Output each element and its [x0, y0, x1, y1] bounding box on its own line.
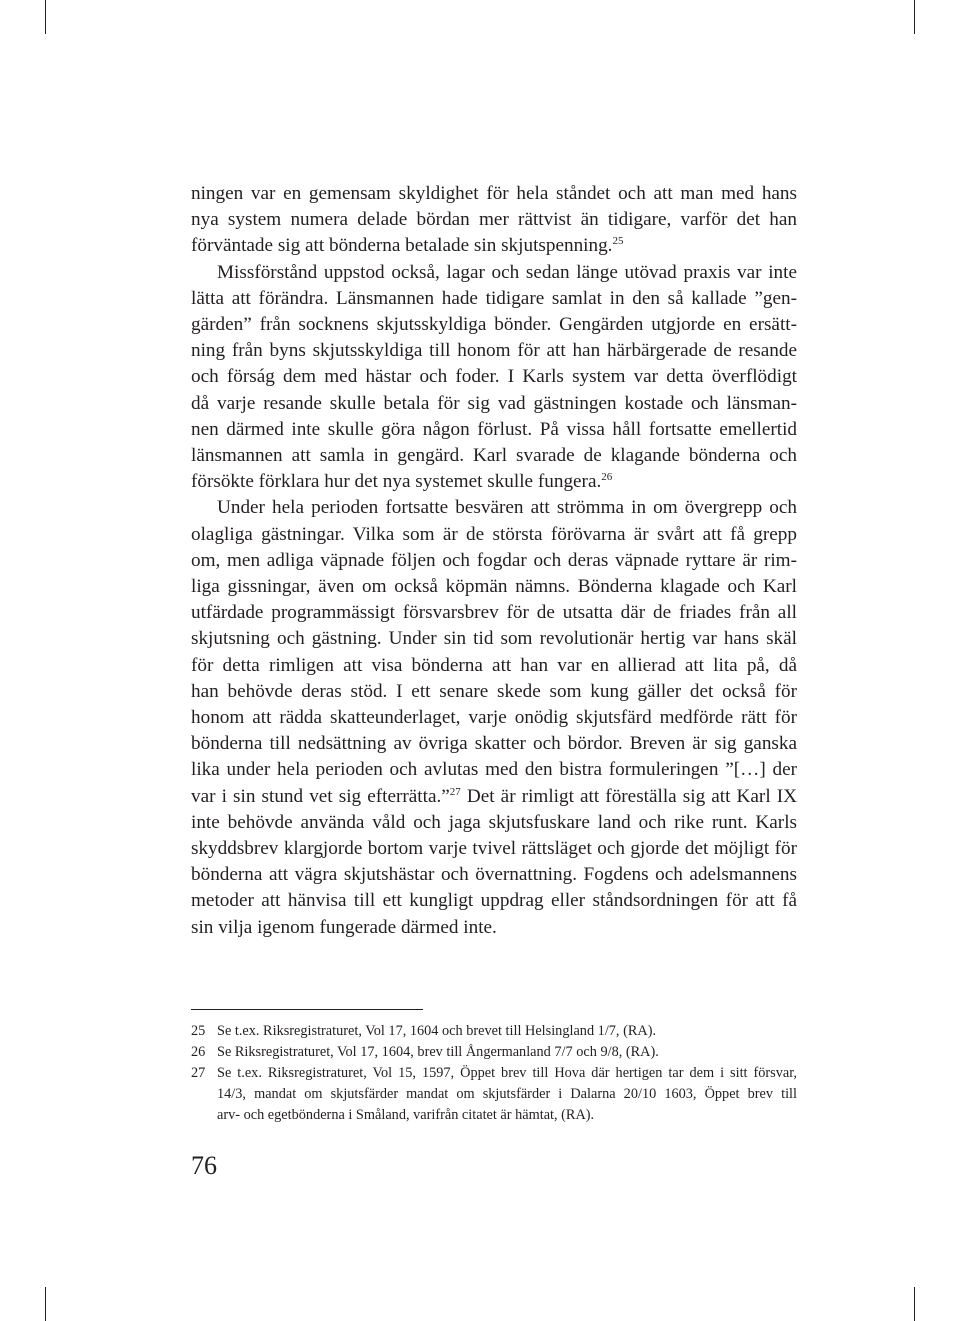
text-line: var i sin stund vet sig efterrätta.”$^{27}$ Det är rimligt att föreställa sig att Karl IX [191, 785, 797, 807]
footnote-line: 14/3, mandat om skjutsfärder mandat om skjutsfärder i Dalarna 20/10 1603, Öppet brev till [217, 1086, 797, 1102]
text-line: liga gissningar, även om också köpmän nämns. Bönderna klagade och Karl [191, 576, 797, 598]
footnote [191, 1063, 797, 1126]
text-line: länsmannen att samla in gengärd. Karl svarade de klagande bönderna och [191, 445, 797, 467]
text-line: han behövde deras stöd. I ett senare skede som kung gäller det också för [191, 680, 797, 702]
text-line: försökte förklara hur det nya systemet skulle fungera.$^{26}$ [191, 471, 613, 493]
text-line: skjutsning och gästning. Under sin tid som revolutionär hertig var hans skäl [191, 628, 797, 650]
text-line: ning från byns skjutsskyldiga till honom för att han härbärgerade de resande [191, 340, 797, 362]
text-line: gärden” från socknens skjutsskyldiga bönder. Gengärden utgjorde en ersätt- [191, 314, 797, 336]
text-line: lätta att förändra. Länsmannen hade tidigare samlat in den så kallade ”gen- [191, 287, 797, 309]
footnote-line: Se t.ex. Riksregistraturet, Vol 17, 1604 och brevet till Helsingland 1/7, (RA). [217, 1023, 657, 1039]
text-line: och förság dem med hästar och foder. I Karls system var detta överflödigt [191, 366, 797, 388]
footnote [191, 1021, 797, 1042]
text-line: förväntade sig att bönderna betalade sin skjutspenning.$^{25}$ [191, 235, 624, 257]
footnote-number: 27 [191, 1065, 206, 1081]
text-line: lika under hela perioden och avlutas med den bistra formuleringen ”[…] der [191, 759, 797, 781]
crop-mark-top-right [914, 0, 915, 34]
footnote-line: Se Riksregistraturet, Vol 17, 1604, brev till Ångermanland 7/7 och 9/8, (RA). [217, 1044, 659, 1060]
footnote-reference: 25 [612, 235, 624, 248]
footnote-reference: 27 [449, 785, 461, 798]
footnote-line: arv- och egetbönderna i Småland, varifrån citatet är hämtat, (RA). [217, 1107, 595, 1123]
text-line: om, men adliga väpnade följen och fogdar och deras väpnade ryttare är rim- [191, 549, 797, 571]
footnote-divider [191, 1009, 423, 1010]
text-line: då varje resande skulle betala för sig vad gästningen kostade och länsman- [191, 392, 797, 414]
crop-mark-top-left [45, 0, 46, 34]
footnote-number: 26 [191, 1044, 206, 1060]
text-line: bönderna till nedsättning av övriga skatter och bördor. Breven är sig ganska [191, 733, 797, 755]
text-line: skyddsbrev klargjorde bortom varje tvivel rättsläget och gjorde det möjligt för [191, 838, 797, 860]
text-line: nen därmed inte skulle göra någon förlust. På vissa håll fortsatte emellertid [191, 418, 797, 440]
text-line: Under hela perioden fortsatte besvären att strömma in om övergrepp och [217, 497, 797, 519]
text-line: sin vilja igenom fungerade därmed inte. [191, 916, 497, 938]
text-line: utfärdade programmässigt försvarsbrev för de utsatta där de friades från all [191, 602, 797, 624]
footnote [191, 1042, 797, 1063]
text-line: honom att rädda skatteunderlaget, varje onödig skjutsfärd medförde rätt för [191, 707, 797, 729]
page-number: 76 [191, 1151, 217, 1180]
text-line: nya system numera delade bördan mer rättvist än tidigare, varför det han [191, 209, 797, 231]
text-line: bönderna att vägra skjutshästar och övernattning. Fogdens och adelsmannens [191, 864, 797, 886]
crop-mark-bottom-right [914, 1287, 915, 1321]
text-line: ningen var en gemensam skyldighet för hela ståndet och att man med hans [191, 183, 797, 204]
footnotes [191, 1021, 797, 1126]
footnote-text [217, 1021, 797, 1042]
text-line: Missförstånd uppstod också, lagar och sedan länge utövad praxis var inte [217, 261, 797, 283]
text-line: för detta rimligen att visa bönderna att han var en allierad att lita på, då [191, 654, 797, 676]
text-line: inte behövde använda våld och jaga skjutsfuskare land och rike runt. Karls [191, 811, 797, 833]
crop-mark-bottom-left [45, 1287, 46, 1321]
footnote-text [217, 1063, 797, 1126]
body-text [191, 181, 797, 941]
footnote-text [217, 1042, 797, 1063]
footnote-reference: 26 [601, 471, 613, 484]
text-line: olagliga gästningar. Vilka som är de största förövarna är svårt att få grepp [191, 523, 797, 545]
footnote-number: 25 [191, 1023, 206, 1039]
footnote-line: Se t.ex. Riksregistraturet, Vol 15, 1597, Öppet brev till Hova där hertigen tar dem i sitt försvar, [217, 1065, 797, 1081]
text-line: metoder att hänvisa till ett kungligt uppdrag eller ståndsordningen för att få [191, 890, 797, 912]
